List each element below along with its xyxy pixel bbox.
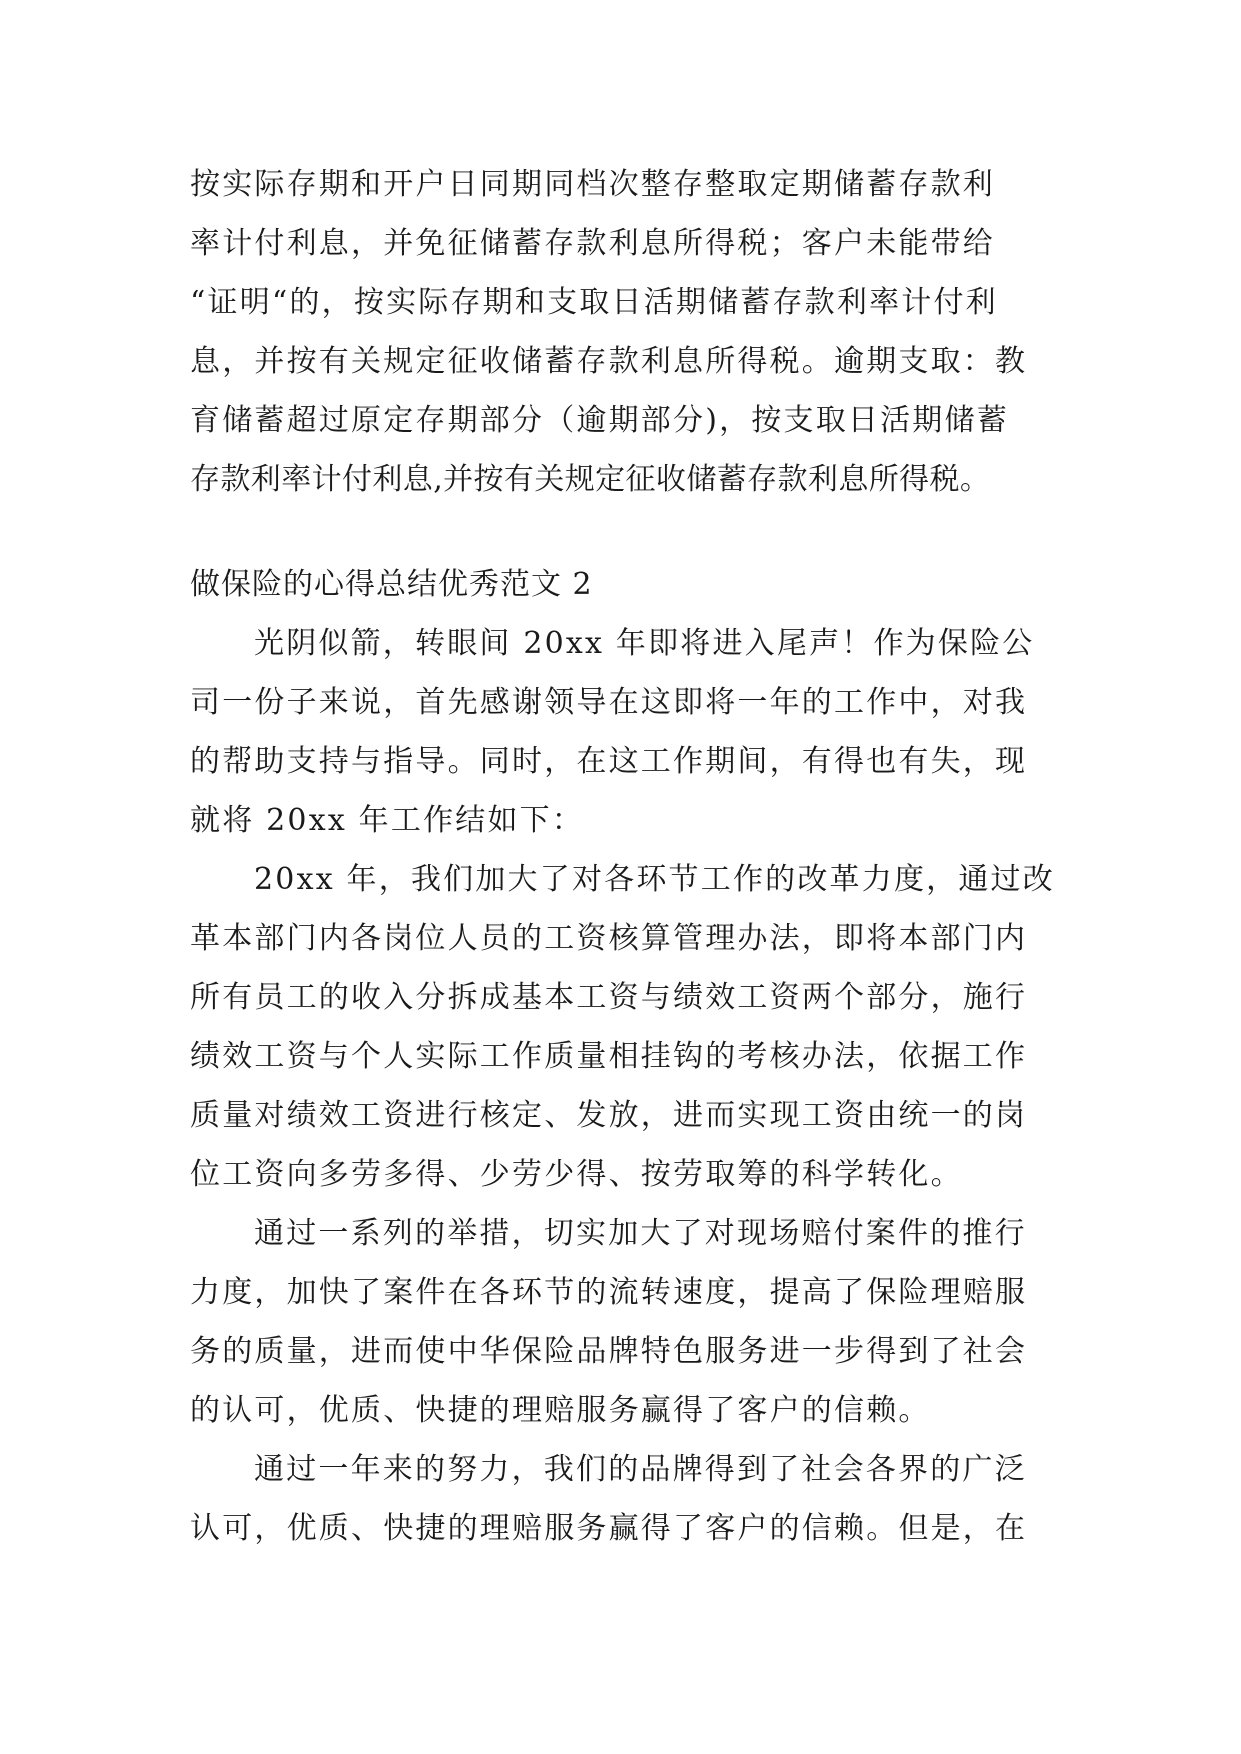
section-spacer xyxy=(190,509,1050,556)
text-line: 通过一年来的努力，我们的品牌得到了社会各界的广泛 xyxy=(254,1452,1027,1487)
continuation-paragraph xyxy=(190,155,1050,509)
paragraph-reform xyxy=(190,850,1055,1204)
text-line: 光阴似箭，转眼间 20xx 年即将进入尾声！作为保险公 xyxy=(254,626,1035,661)
text-line: 所有员工的收入分拆成基本工资与绩效工资两个部分，施行 xyxy=(190,980,1028,1015)
text-line: 革本部门内各岗位人员的工资核算管理办法，即将本部门内 xyxy=(190,921,1028,956)
paragraph-effort xyxy=(190,1440,1050,1558)
text-line: 绩效工资与个人实际工作质量相挂钩的考核办法，依据工作 xyxy=(190,1039,1028,1074)
paragraph-measures xyxy=(190,1204,1050,1440)
text-line: “证明“的，按实际存期和支取日活期储蓄存款利率计付利 xyxy=(190,285,998,320)
text-line: 的认可，优质、快捷的理赔服务赢得了客户的信赖。 xyxy=(190,1393,931,1428)
text-line: 率计付利息，并免征储蓄存款利息所得税；客户未能带给 xyxy=(190,226,995,261)
section-title: 做保险的心得总结优秀范文 2 xyxy=(190,567,593,602)
text-line: 按实际存期和开户日同期同档次整存整取定期储蓄存款利 xyxy=(190,167,995,202)
text-line: 务的质量，进而使中华保险品牌特色服务进一步得到了社会 xyxy=(190,1334,1028,1369)
text-line: 的帮助支持与指导。同时，在这工作期间，有得也有失，现 xyxy=(190,744,1028,779)
text-line: 位工资向多劳多得、少劳少得、按劳取筹的科学转化。 xyxy=(190,1157,963,1192)
text-line: 育储蓄超过原定存期部分（逾期部分)，按支取日活期储蓄 xyxy=(190,403,1009,438)
paragraph-intro xyxy=(190,614,1050,850)
text-line: 司一份子来说，首先感谢领导在这即将一年的工作中，对我 xyxy=(190,685,1028,720)
document-body xyxy=(190,155,1055,1558)
text-line: 质量对绩效工资进行核定、发放，进而实现工资由统一的岗 xyxy=(190,1098,1028,1133)
text-line: 20xx 年，我们加大了对各环节工作的改革力度，通过改 xyxy=(254,862,1055,897)
text-line: 就将 20xx 年工作结如下： xyxy=(190,803,585,838)
text-line: 力度，加快了案件在各环节的流转速度，提高了保险理赔服 xyxy=(190,1275,1028,1310)
text-line: 息，并按有关规定征收储蓄存款利息所得税。逾期支取：教 xyxy=(190,344,1028,379)
text-line: 通过一系列的举措，切实加大了对现场赔付案件的推行 xyxy=(254,1216,1027,1251)
text-line: 认可，优质、快捷的理赔服务赢得了客户的信赖。但是，在 xyxy=(190,1511,1028,1546)
text-line: 存款利率计付利息,并按有关规定征收储蓄存款利息所得税。 xyxy=(190,462,991,497)
